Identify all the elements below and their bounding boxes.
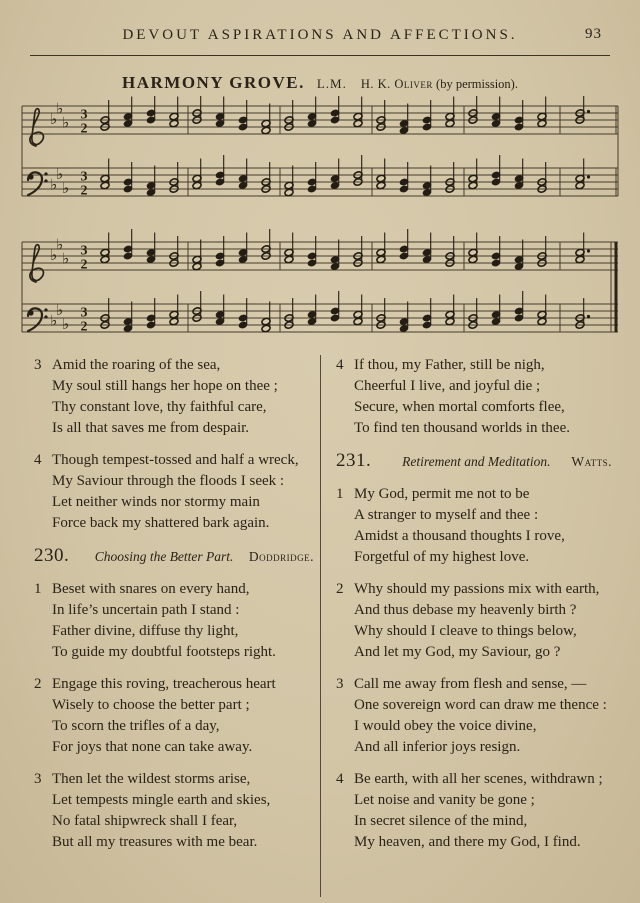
verse-line: Be earth, with all her scenes, withdrawn ; xyxy=(354,771,603,787)
verse xyxy=(34,579,314,663)
verse-line: Let noise and vanity be gone ; xyxy=(354,792,535,808)
verse-line: Forgetful of my highest love. xyxy=(354,549,530,565)
svg-text:♭: ♭ xyxy=(56,165,64,183)
verse-lines xyxy=(354,579,599,663)
verse-line: Father divine, diffuse thy light, xyxy=(52,623,239,639)
composer-note: (by permission). xyxy=(432,77,518,91)
verse xyxy=(336,355,612,439)
verse-lines xyxy=(52,769,270,853)
verse-line: And all inferior joys resign. xyxy=(354,739,521,755)
svg-text:3: 3 xyxy=(80,107,88,123)
verse-number: 2 xyxy=(34,676,42,692)
running-header xyxy=(0,26,640,44)
svg-text:2: 2 xyxy=(80,257,88,273)
svg-text:3: 3 xyxy=(80,169,88,185)
tune-title: HARMONY GROVE. xyxy=(122,73,305,92)
verse-line: But all my treasures with me bear. xyxy=(52,834,258,850)
verse-line: Force back my shattered bark again. xyxy=(52,515,270,531)
svg-text:2: 2 xyxy=(80,183,88,199)
verse-lines xyxy=(354,674,607,758)
verse-lines xyxy=(354,769,603,853)
tune-meter: L.M. xyxy=(316,76,347,91)
verse-line: Why should my passions mix with earth, xyxy=(354,581,600,597)
hymn-author: Watts. xyxy=(571,454,612,469)
svg-text:3: 3 xyxy=(80,305,88,321)
verse-line: Secure, when mortal comforts flee, xyxy=(354,399,565,415)
page-header-title: DEVOUT ASPIRATIONS AND AFFECTIONS. xyxy=(122,27,518,43)
page-number: 93 xyxy=(585,26,602,42)
verse-number: 1 xyxy=(34,581,42,597)
verse-number: 4 xyxy=(34,452,42,468)
verse-lines xyxy=(354,355,570,439)
verse-line: Cheerful I live, and joyful die ; xyxy=(354,378,541,394)
hymn-number: 230. xyxy=(34,545,70,566)
right-column xyxy=(320,355,612,897)
verse-line: Amid the roaring of the sea, xyxy=(52,357,221,373)
verse-line: And let my God, my Saviour, go ? xyxy=(354,644,561,660)
verse xyxy=(336,484,612,568)
verse-line: Engage this roving, treacherous heart xyxy=(52,676,276,692)
verse xyxy=(336,674,612,758)
svg-text:♭: ♭ xyxy=(62,179,70,197)
verse-line: My heaven, and there my God, I find. xyxy=(354,834,581,850)
verse-number: 3 xyxy=(34,357,42,373)
svg-text:♭: ♭ xyxy=(62,113,70,132)
verse-number: 2 xyxy=(336,581,344,597)
verse-line: Let tempests mingle earth and skies, xyxy=(52,792,271,808)
svg-text:♭: ♭ xyxy=(62,249,70,268)
svg-text:♭: ♭ xyxy=(62,315,70,333)
verse-line: I would obey the voice divine, xyxy=(354,718,537,734)
hymn-author: Doddridge. xyxy=(248,549,314,564)
verse-line: Then let the wildest storms arise, xyxy=(52,771,251,787)
verse-line: To scorn the trifles of a day, xyxy=(52,718,220,734)
verse-line: Beset with snares on every hand, xyxy=(52,581,250,597)
svg-text:♭: ♭ xyxy=(50,311,58,330)
svg-text:♭: ♭ xyxy=(56,99,64,118)
verse-line: To guide my doubtful footsteps right. xyxy=(52,644,276,660)
verse-line: Is all that saves me from despair. xyxy=(52,420,250,436)
verse xyxy=(336,769,612,853)
verse xyxy=(34,450,314,534)
tune-title-row xyxy=(0,73,640,93)
verse-line: Let neither winds nor stormy main xyxy=(52,494,260,510)
svg-text:♭: ♭ xyxy=(50,246,58,264)
verse xyxy=(34,769,314,853)
verse-line: Wisely to choose the better part ; xyxy=(52,697,250,713)
hymn-subtitle: Choosing the Better Part. xyxy=(94,549,234,564)
svg-text:♭: ♭ xyxy=(56,301,64,319)
verse-line: Call me away from flesh and sense, — xyxy=(354,676,587,692)
svg-text:♭: ♭ xyxy=(50,110,58,128)
left-column xyxy=(34,355,314,897)
svg-text:♭: ♭ xyxy=(56,235,64,254)
verse xyxy=(336,579,612,663)
svg-text:2: 2 xyxy=(80,121,88,137)
verse-line: And thus debase my heavenly birth ? xyxy=(354,602,577,618)
verse-line: My soul still hangs her hope on thee ; xyxy=(52,378,278,394)
verse-line: No fatal shipwreck shall I fear, xyxy=(52,813,238,829)
hymn-subtitle: Retirement and Meditation. xyxy=(402,454,551,469)
hymn-number: 231. xyxy=(336,450,372,471)
verse-line: To find ten thousand worlds in thee. xyxy=(354,420,570,436)
verse-line: In secret silence of the mind, xyxy=(354,813,528,829)
verse-line: My Saviour through the floods I seek : xyxy=(52,473,285,489)
composer-name: H. K. Oliver xyxy=(360,77,433,91)
verse-lines xyxy=(52,355,278,439)
verse-number: 3 xyxy=(34,771,42,787)
verse-line: In life’s uncertain path I stand : xyxy=(52,602,240,618)
verse-line: Though tempest-tossed and half a wreck, xyxy=(52,452,299,468)
verse xyxy=(34,674,314,758)
sheet-music xyxy=(20,96,620,346)
hymn-230-heading xyxy=(34,545,314,567)
verse-line: Thy constant love, thy faithful care, xyxy=(52,399,267,415)
header-rule xyxy=(30,55,610,56)
verse-number: 1 xyxy=(336,486,344,502)
hymn-231-heading xyxy=(336,450,612,472)
verse-number: 4 xyxy=(336,771,344,787)
verse-line: If thou, my Father, still be nigh, xyxy=(354,357,545,373)
verse-number: 4 xyxy=(336,357,344,373)
verse-lines xyxy=(52,579,276,663)
verse-line: Why should I cleave to things below, xyxy=(354,623,577,639)
verse-line: A stranger to myself and thee : xyxy=(354,507,539,523)
composer-credit xyxy=(361,77,518,91)
verse-lines xyxy=(354,484,565,568)
verse-line: One sovereign word can draw me thence : xyxy=(354,697,607,713)
verse-lines xyxy=(52,674,276,758)
verse-line: For joys that none can take away. xyxy=(52,739,253,755)
hymn-text-columns xyxy=(34,355,612,897)
svg-text:2: 2 xyxy=(80,319,88,335)
svg-text:3: 3 xyxy=(80,243,88,259)
verse-line: My God, permit me not to be xyxy=(354,486,530,502)
verse-lines xyxy=(52,450,299,534)
verse-line: Amidst a thousand thoughts I rove, xyxy=(354,528,565,544)
verse-number: 3 xyxy=(336,676,344,692)
svg-text:♭: ♭ xyxy=(50,175,58,194)
verse xyxy=(34,355,314,439)
